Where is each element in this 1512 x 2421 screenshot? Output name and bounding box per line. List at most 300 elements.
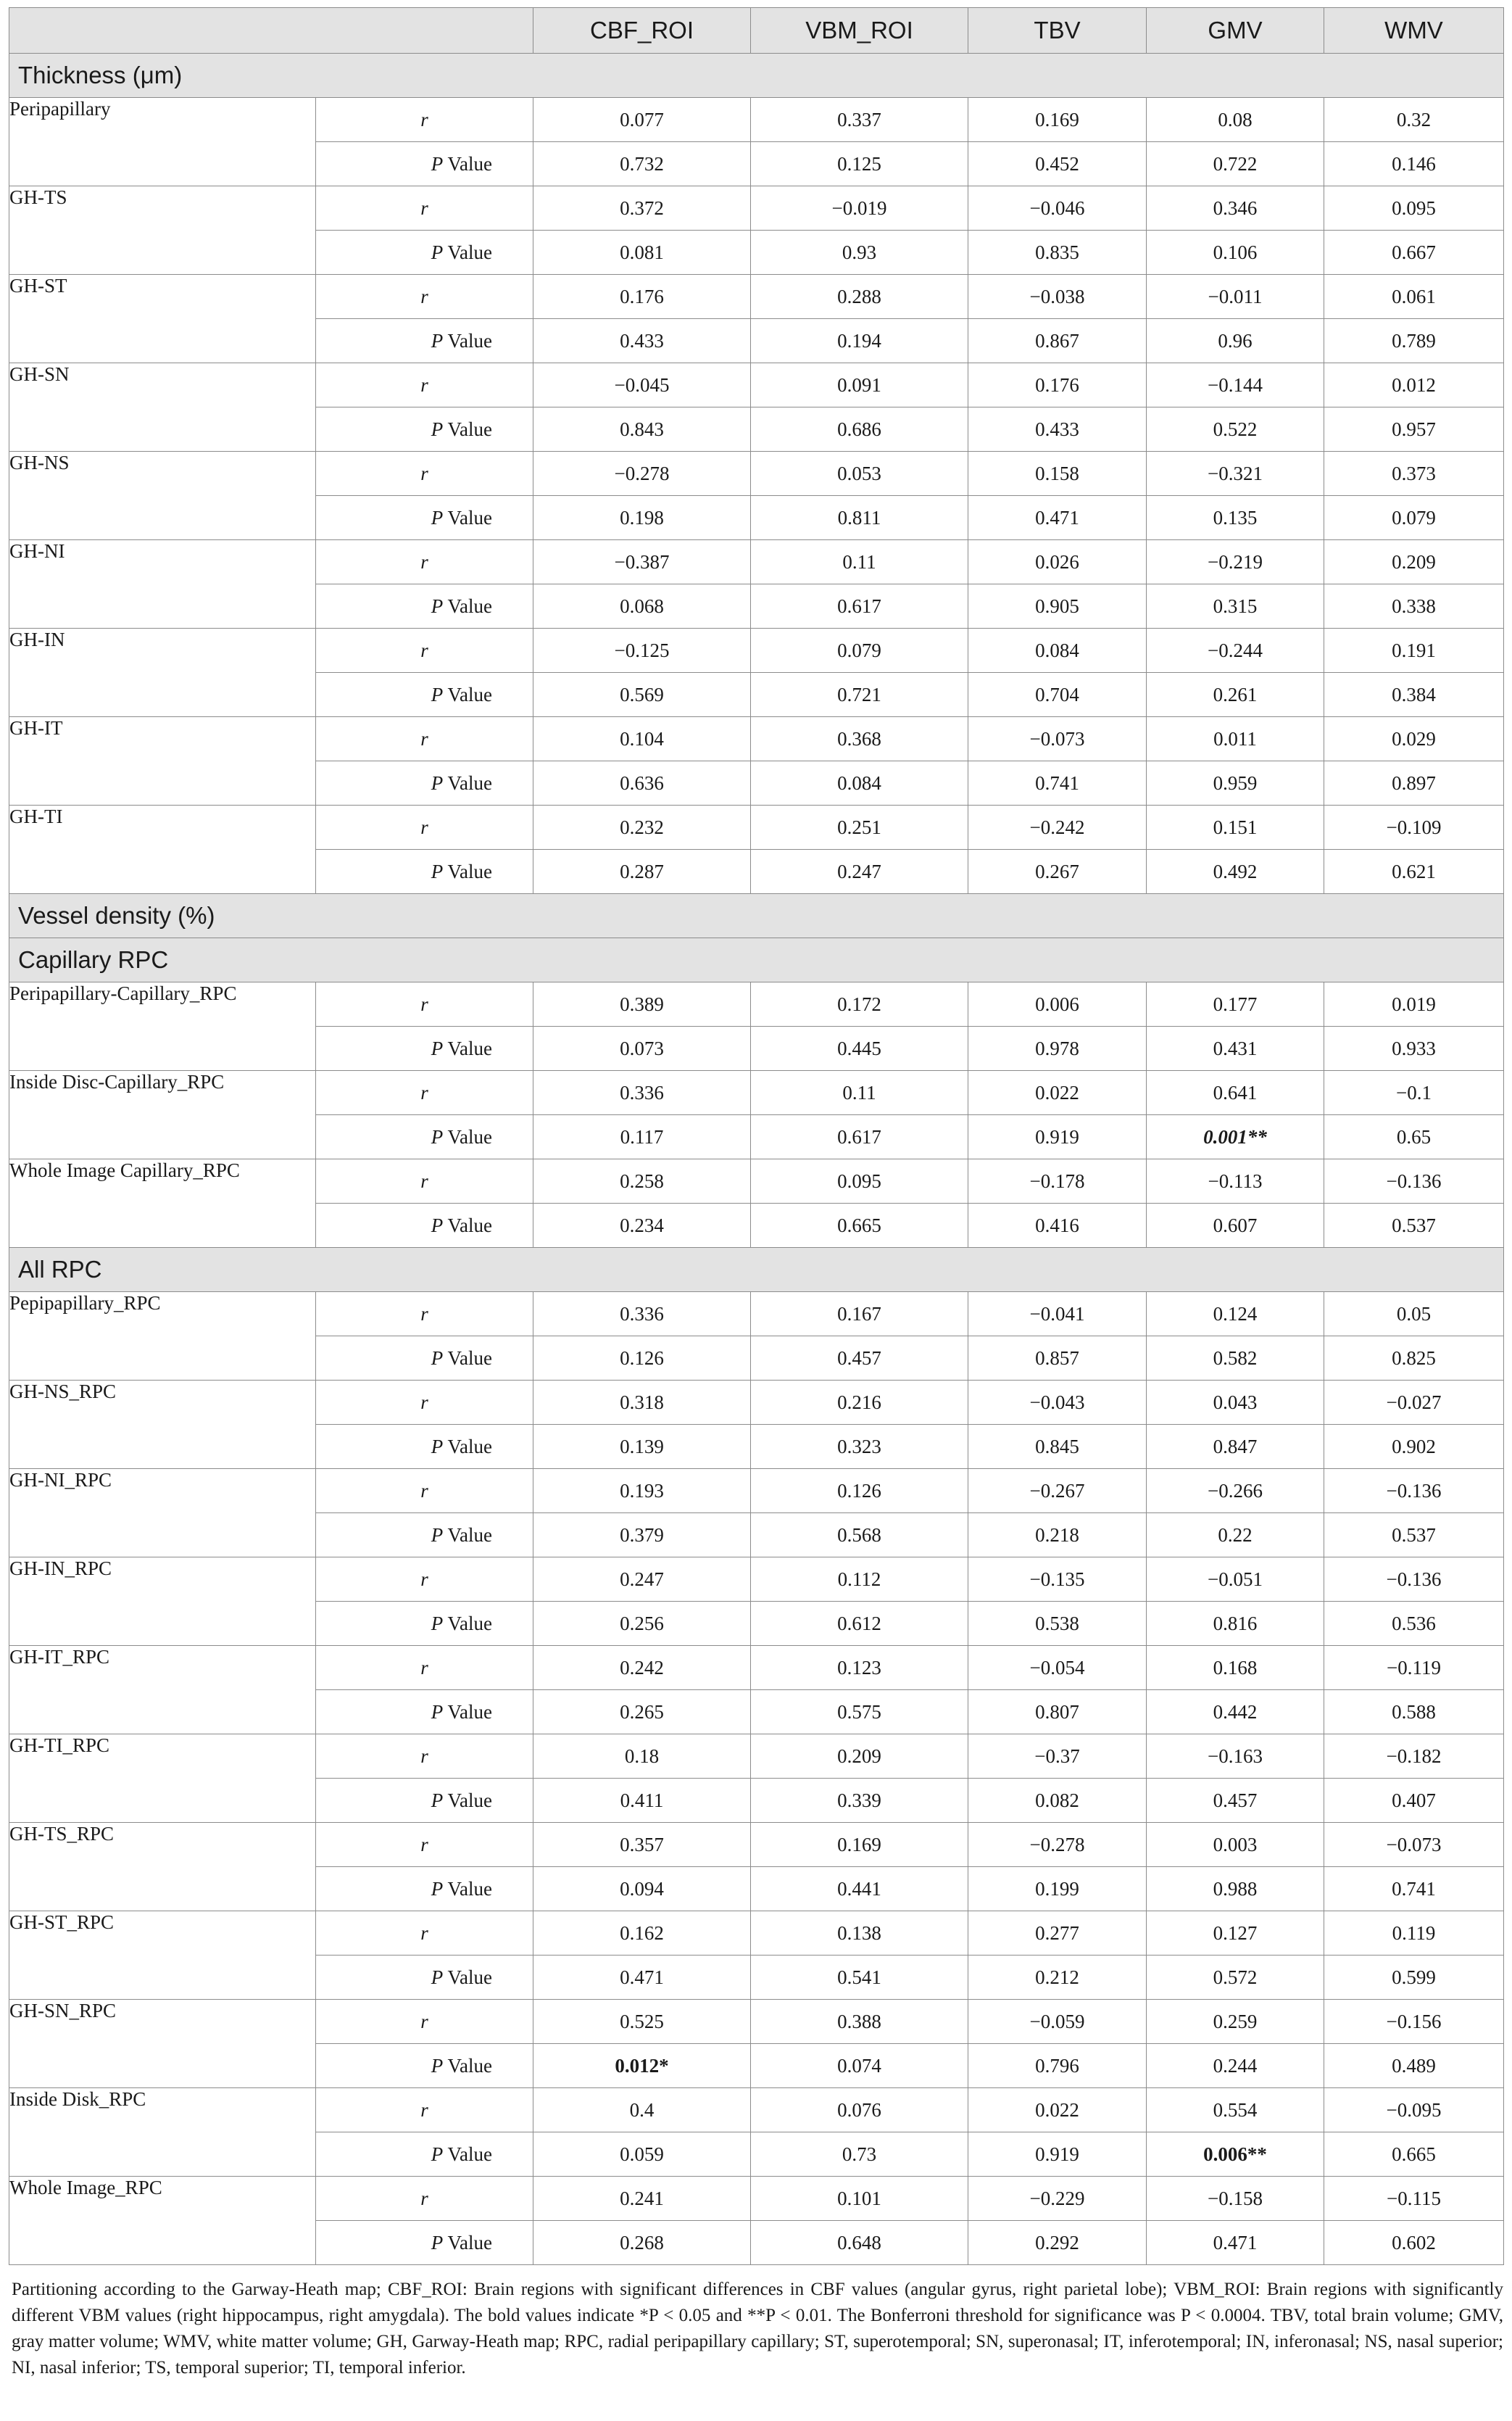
r-value-cell: 0.368 — [751, 717, 968, 761]
r-value-cell: −0.266 — [1147, 1469, 1324, 1513]
p-value-cell: 0.384 — [1324, 673, 1504, 717]
table-row — [9, 982, 1504, 1027]
row-label: GH-SN_RPC — [9, 2000, 316, 2088]
stat-p-label — [316, 584, 533, 629]
r-value-cell: 0.242 — [533, 1646, 751, 1690]
p-letter: P — [431, 595, 444, 617]
r-value-cell: 0.247 — [533, 1557, 751, 1602]
p-value-cell: 0.339 — [751, 1779, 968, 1823]
r-value-cell: 0.019 — [1324, 982, 1504, 1027]
p-value-word: Value — [443, 1037, 492, 1059]
stat-r-label: r — [316, 2000, 533, 2044]
r-value-cell: −0.125 — [533, 629, 751, 673]
p-letter: P — [431, 1612, 444, 1634]
r-value-cell: 0.259 — [1147, 2000, 1324, 2044]
p-value-cell: 0.471 — [533, 1956, 751, 2000]
r-value-cell: −0.178 — [968, 1159, 1147, 1204]
p-value-cell: 0.857 — [968, 1336, 1147, 1381]
stat-p-label — [316, 1956, 533, 2000]
p-value-cell: 0.602 — [1324, 2221, 1504, 2265]
table-footnote: Partitioning according to the Garway-Heath map; CBF_ROI: Brain regions with significant differences in CBF values (angular gyrus, right parietal lobe); VBM_ROI: Brain regions with significantly different VBM values (right hippocampus, right amygdala). The bold values indicate *P < 0.05 and **P < 0.01. The Bonferroni threshold for significance was P < 0.0004. TBV, total brain volume; GMV, gray matter volume; WMV, white matter volume; GH, Garway-Heath map; RPC, radial peripapillary capillary; ST, superotemporal; SN, superonasal; IT, inferotemporal; IN, inferonasal; NS, nasal superior; NI, nasal inferior; TS, temporal superior; TI, temporal inferior. — [12, 2280, 1503, 2377]
p-value-cell: 0.741 — [1324, 1867, 1504, 1911]
r-value-cell: 0.288 — [751, 275, 968, 319]
p-letter: P — [431, 152, 444, 175]
row-label: Whole Image Capillary_RPC — [9, 1159, 316, 1248]
r-value-cell: 0.167 — [751, 1292, 968, 1336]
table-container — [9, 7, 1503, 2381]
stat-p-label — [316, 2221, 533, 2265]
r-value-cell: −0.387 — [533, 540, 751, 584]
stat-p-label — [316, 673, 533, 717]
p-value-cell: 0.665 — [751, 1204, 968, 1248]
p-letter: P — [431, 1523, 444, 1546]
table-row — [9, 1823, 1504, 1867]
p-value-cell: 0.988 — [1147, 1867, 1324, 1911]
p-value-cell: 0.636 — [533, 761, 751, 806]
r-value-cell: 0.169 — [968, 98, 1147, 142]
p-value-cell: 0.471 — [968, 496, 1147, 540]
r-value-cell: −0.135 — [968, 1557, 1147, 1602]
r-value-cell: 0.251 — [751, 806, 968, 850]
p-value-cell: 0.492 — [1147, 850, 1324, 894]
p-value-cell: 0.588 — [1324, 1690, 1504, 1734]
p-value-cell: 0.082 — [968, 1779, 1147, 1823]
r-value-cell: 0.388 — [751, 2000, 968, 2044]
row-label: GH-NS — [9, 452, 316, 540]
r-value-cell: 0.258 — [533, 1159, 751, 1204]
p-value-word: Value — [443, 152, 492, 175]
r-value-cell: 0.176 — [968, 363, 1147, 407]
p-value-word: Value — [443, 1877, 492, 1900]
stat-r-label: r — [316, 98, 533, 142]
r-value-cell: 0.162 — [533, 1911, 751, 1956]
header-blank — [9, 8, 533, 54]
r-value-cell: 0.126 — [751, 1469, 968, 1513]
r-value-cell: 0.095 — [751, 1159, 968, 1204]
p-value-cell: 0.315 — [1147, 584, 1324, 629]
p-value-cell: 0.059 — [533, 2132, 751, 2177]
p-value-word: Value — [443, 329, 492, 352]
header-wmv: WMV — [1324, 8, 1504, 54]
stat-r-label: r — [316, 1381, 533, 1425]
p-value-cell: 0.135 — [1147, 496, 1324, 540]
r-value-cell: 0.176 — [533, 275, 751, 319]
p-letter: P — [431, 506, 444, 529]
r-value-cell: 0.076 — [751, 2088, 968, 2132]
table-row — [9, 540, 1504, 584]
r-value-cell: 0.124 — [1147, 1292, 1324, 1336]
p-value-cell: 0.094 — [533, 1867, 751, 1911]
p-value-cell: 0.617 — [751, 1115, 968, 1159]
r-value-cell: 0.169 — [751, 1823, 968, 1867]
p-value-cell: 0.079 — [1324, 496, 1504, 540]
p-value-cell: 0.247 — [751, 850, 968, 894]
r-value-cell: 0.043 — [1147, 1381, 1324, 1425]
p-value-word: Value — [443, 1612, 492, 1634]
stat-p-label — [316, 1425, 533, 1469]
row-label: GH-TI_RPC — [9, 1734, 316, 1823]
r-value-cell: 0.08 — [1147, 98, 1324, 142]
stat-r-label: r — [316, 2177, 533, 2221]
p-value-cell: 0.541 — [751, 1956, 968, 2000]
p-value-cell: 0.287 — [533, 850, 751, 894]
r-value-cell: −0.1 — [1324, 1071, 1504, 1115]
r-value-cell: −0.073 — [1324, 1823, 1504, 1867]
r-value-cell: 0.11 — [751, 540, 968, 584]
r-value-cell: −0.059 — [968, 2000, 1147, 2044]
r-value-cell: 0.151 — [1147, 806, 1324, 850]
stat-r-label: r — [316, 186, 533, 231]
row-label: Whole Image_RPC — [9, 2177, 316, 2265]
p-value-cell: 0.978 — [968, 1027, 1147, 1071]
r-value-cell: 0.022 — [968, 2088, 1147, 2132]
p-value-cell: 0.648 — [751, 2221, 968, 2265]
stat-p-label — [316, 2044, 533, 2088]
table-row — [9, 186, 1504, 231]
header-row — [9, 8, 1504, 54]
p-letter: P — [431, 771, 444, 794]
p-value-cell: 0.617 — [751, 584, 968, 629]
r-value-cell: −0.278 — [968, 1823, 1147, 1867]
stat-p-label — [316, 2132, 533, 2177]
r-value-cell: 0.337 — [751, 98, 968, 142]
p-value-cell: 0.442 — [1147, 1690, 1324, 1734]
r-value-cell: −0.244 — [1147, 629, 1324, 673]
p-letter: P — [431, 1789, 444, 1811]
header-tbv: TBV — [968, 8, 1147, 54]
row-label: GH-ST — [9, 275, 316, 363]
r-value-cell: 0.18 — [533, 1734, 751, 1779]
p-value-word: Value — [443, 595, 492, 617]
r-value-cell: 0.091 — [751, 363, 968, 407]
stat-r-label: r — [316, 275, 533, 319]
p-letter: P — [431, 683, 444, 705]
p-value-cell: 0.218 — [968, 1513, 1147, 1557]
p-value-cell: 0.919 — [968, 2132, 1147, 2177]
p-value-cell: 0.212 — [968, 1956, 1147, 2000]
p-letter: P — [431, 1037, 444, 1059]
r-value-cell: 0.232 — [533, 806, 751, 850]
row-label: GH-NI — [9, 540, 316, 629]
p-value-word: Value — [443, 506, 492, 529]
table-row — [9, 1469, 1504, 1513]
stat-p-label — [316, 407, 533, 452]
p-value-word: Value — [443, 1966, 492, 1988]
table-row — [9, 1159, 1504, 1204]
table-row — [9, 1911, 1504, 1956]
p-value-cell: 0.431 — [1147, 1027, 1324, 1071]
p-value-cell: 0.612 — [751, 1602, 968, 1646]
stat-r-label: r — [316, 1071, 533, 1115]
table-row — [9, 1071, 1504, 1115]
r-value-cell: 0.373 — [1324, 452, 1504, 496]
p-value-cell: 0.081 — [533, 231, 751, 275]
p-letter: P — [431, 2143, 444, 2165]
p-value-cell: 0.721 — [751, 673, 968, 717]
row-label: Inside Disc-Capillary_RPC — [9, 1071, 316, 1159]
p-value-cell: 0.93 — [751, 231, 968, 275]
r-value-cell: −0.043 — [968, 1381, 1147, 1425]
p-value-cell: 0.471 — [1147, 2221, 1324, 2265]
stat-r-label: r — [316, 1557, 533, 1602]
row-label: GH-TS — [9, 186, 316, 275]
p-letter: P — [431, 1214, 444, 1236]
row-label: Inside Disk_RPC — [9, 2088, 316, 2177]
p-value-cell: 0.441 — [751, 1867, 968, 1911]
r-value-cell: 0.123 — [751, 1646, 968, 1690]
r-value-cell: −0.051 — [1147, 1557, 1324, 1602]
p-value-cell: 0.323 — [751, 1425, 968, 1469]
section-row — [9, 54, 1504, 98]
p-value-cell: 0.244 — [1147, 2044, 1324, 2088]
table-row — [9, 2177, 1504, 2221]
r-value-cell: −0.144 — [1147, 363, 1324, 407]
r-value-cell: −0.045 — [533, 363, 751, 407]
p-value-cell: 0.536 — [1324, 1602, 1504, 1646]
stat-p-label — [316, 1867, 533, 1911]
table-row — [9, 452, 1504, 496]
r-value-cell: 0.079 — [751, 629, 968, 673]
p-value-cell: 0.835 — [968, 231, 1147, 275]
p-value-cell: 0.957 — [1324, 407, 1504, 452]
row-label: GH-TI — [9, 806, 316, 894]
stat-p-label — [316, 1690, 533, 1734]
r-value-cell: −0.054 — [968, 1646, 1147, 1690]
p-value-word: Value — [443, 771, 492, 794]
r-value-cell: −0.321 — [1147, 452, 1324, 496]
p-letter: P — [431, 2054, 444, 2077]
r-value-cell: 0.022 — [968, 1071, 1147, 1115]
stat-r-label: r — [316, 717, 533, 761]
stat-r-label: r — [316, 1911, 533, 1956]
r-value-cell: 0.277 — [968, 1911, 1147, 1956]
stat-r-label: r — [316, 1646, 533, 1690]
p-value-word: Value — [443, 1435, 492, 1457]
r-value-cell: −0.019 — [751, 186, 968, 231]
r-value-cell: 0.168 — [1147, 1646, 1324, 1690]
section-row — [9, 1248, 1504, 1292]
p-value-cell: 0.073 — [533, 1027, 751, 1071]
table-row — [9, 1381, 1504, 1425]
p-value-cell: 0.569 — [533, 673, 751, 717]
stat-p-label — [316, 1779, 533, 1823]
p-value-word: Value — [443, 860, 492, 882]
r-value-cell: 0.158 — [968, 452, 1147, 496]
row-label: GH-SN — [9, 363, 316, 452]
p-value-cell: 0.807 — [968, 1690, 1147, 1734]
r-value-cell: 0.4 — [533, 2088, 751, 2132]
stat-p-label — [316, 319, 533, 363]
table-row — [9, 2000, 1504, 2044]
table-row — [9, 2088, 1504, 2132]
p-value-word: Value — [443, 683, 492, 705]
header-cbf-roi: CBF_ROI — [533, 8, 751, 54]
p-value-word: Value — [443, 241, 492, 263]
r-value-cell: −0.119 — [1324, 1646, 1504, 1690]
p-value-cell: 0.146 — [1324, 142, 1504, 186]
p-value-cell: 0.572 — [1147, 1956, 1324, 2000]
p-value-cell: 0.905 — [968, 584, 1147, 629]
r-value-cell: −0.229 — [968, 2177, 1147, 2221]
p-value-cell: 0.433 — [968, 407, 1147, 452]
table-row — [9, 363, 1504, 407]
r-value-cell: 0.127 — [1147, 1911, 1324, 1956]
stat-p-label — [316, 1336, 533, 1381]
r-value-cell: −0.267 — [968, 1469, 1147, 1513]
r-value-cell: 0.525 — [533, 2000, 751, 2044]
stat-r-label: r — [316, 1292, 533, 1336]
p-value-cell: 0.897 — [1324, 761, 1504, 806]
r-value-cell: −0.136 — [1324, 1557, 1504, 1602]
r-value-cell: 0.241 — [533, 2177, 751, 2221]
p-value-cell: 0.811 — [751, 496, 968, 540]
r-value-cell: 0.011 — [1147, 717, 1324, 761]
r-value-cell: −0.073 — [968, 717, 1147, 761]
p-value-cell: 0.338 — [1324, 584, 1504, 629]
p-value-cell: 0.22 — [1147, 1513, 1324, 1557]
r-value-cell: −0.163 — [1147, 1734, 1324, 1779]
r-value-cell: −0.046 — [968, 186, 1147, 231]
p-value-cell: 0.845 — [968, 1425, 1147, 1469]
stat-p-label — [316, 142, 533, 186]
stat-p-label — [316, 761, 533, 806]
r-value-cell: 0.084 — [968, 629, 1147, 673]
p-value-cell: 0.704 — [968, 673, 1147, 717]
p-value-cell: 0.568 — [751, 1513, 968, 1557]
r-value-cell: 0.026 — [968, 540, 1147, 584]
r-value-cell: 0.029 — [1324, 717, 1504, 761]
p-value-cell: 0.106 — [1147, 231, 1324, 275]
p-value-cell: 0.73 — [751, 2132, 968, 2177]
stat-r-label: r — [316, 1159, 533, 1204]
header-gmv: GMV — [1147, 8, 1324, 54]
stat-p-label — [316, 231, 533, 275]
section-row — [9, 938, 1504, 982]
p-letter: P — [431, 1435, 444, 1457]
r-value-cell: −0.041 — [968, 1292, 1147, 1336]
row-label: GH-IN_RPC — [9, 1557, 316, 1646]
p-letter: P — [431, 241, 444, 263]
p-value-cell: 0.537 — [1324, 1204, 1504, 1248]
r-value-cell: 0.172 — [751, 982, 968, 1027]
p-value-cell: 0.117 — [533, 1115, 751, 1159]
p-value-cell: 0.267 — [968, 850, 1147, 894]
p-value-cell: 0.457 — [751, 1336, 968, 1381]
r-value-cell: 0.012 — [1324, 363, 1504, 407]
p-value-cell: 0.843 — [533, 407, 751, 452]
p-value-cell: 0.96 — [1147, 319, 1324, 363]
p-value-cell: 0.847 — [1147, 1425, 1324, 1469]
p-value-cell: 0.256 — [533, 1602, 751, 1646]
r-value-cell: 0.112 — [751, 1557, 968, 1602]
r-value-cell: −0.242 — [968, 806, 1147, 850]
p-letter: P — [431, 2231, 444, 2254]
p-value-cell: 0.292 — [968, 2221, 1147, 2265]
p-value-word: Value — [443, 418, 492, 440]
r-value-cell: −0.027 — [1324, 1381, 1504, 1425]
p-letter: P — [431, 329, 444, 352]
p-value-word: Value — [443, 2231, 492, 2254]
stat-p-label — [316, 1602, 533, 1646]
p-value-word: Value — [443, 2143, 492, 2165]
header-vbm-roi: VBM_ROI — [751, 8, 968, 54]
p-value-cell-significant: 0.001** — [1147, 1115, 1324, 1159]
r-value-cell: −0.109 — [1324, 806, 1504, 850]
p-value-cell: 0.416 — [968, 1204, 1147, 1248]
p-value-cell: 0.379 — [533, 1513, 751, 1557]
table-row — [9, 806, 1504, 850]
stat-p-label — [316, 1204, 533, 1248]
p-value-cell: 0.919 — [968, 1115, 1147, 1159]
row-label: GH-TS_RPC — [9, 1823, 316, 1911]
r-value-cell: −0.219 — [1147, 540, 1324, 584]
r-value-cell: −0.011 — [1147, 275, 1324, 319]
r-value-cell: 0.077 — [533, 98, 751, 142]
p-value-cell: 0.407 — [1324, 1779, 1504, 1823]
table-row — [9, 275, 1504, 319]
r-value-cell: 0.119 — [1324, 1911, 1504, 1956]
r-value-cell: 0.554 — [1147, 2088, 1324, 2132]
p-letter: P — [431, 1346, 444, 1369]
r-value-cell: 0.053 — [751, 452, 968, 496]
r-value-cell: −0.095 — [1324, 2088, 1504, 2132]
row-label: GH-IT — [9, 717, 316, 806]
p-value-cell: 0.074 — [751, 2044, 968, 2088]
p-value-cell: 0.65 — [1324, 1115, 1504, 1159]
r-value-cell: 0.11 — [751, 1071, 968, 1115]
p-value-word: Value — [443, 2054, 492, 2077]
p-value-cell: 0.265 — [533, 1690, 751, 1734]
correlation-table — [9, 7, 1504, 2265]
r-value-cell: 0.061 — [1324, 275, 1504, 319]
r-value-cell: 0.177 — [1147, 982, 1324, 1027]
row-label: GH-NI_RPC — [9, 1469, 316, 1557]
p-value-word: Value — [443, 1700, 492, 1723]
r-value-cell: 0.006 — [968, 982, 1147, 1027]
p-value-cell: 0.686 — [751, 407, 968, 452]
p-value-word: Value — [443, 1346, 492, 1369]
row-label: Peripapillary-Capillary_RPC — [9, 982, 316, 1071]
p-value-cell: 0.126 — [533, 1336, 751, 1381]
r-value-cell: 0.389 — [533, 982, 751, 1027]
r-value-cell: 0.191 — [1324, 629, 1504, 673]
r-value-cell: −0.113 — [1147, 1159, 1324, 1204]
p-letter: P — [431, 860, 444, 882]
r-value-cell: 0.336 — [533, 1292, 751, 1336]
r-value-cell: 0.336 — [533, 1071, 751, 1115]
p-value-cell: 0.667 — [1324, 231, 1504, 275]
p-value-cell: 0.489 — [1324, 2044, 1504, 2088]
r-value-cell: −0.37 — [968, 1734, 1147, 1779]
p-value-cell: 0.445 — [751, 1027, 968, 1071]
r-value-cell: −0.182 — [1324, 1734, 1504, 1779]
p-value-cell: 0.825 — [1324, 1336, 1504, 1381]
r-value-cell: 0.346 — [1147, 186, 1324, 231]
r-value-cell: 0.104 — [533, 717, 751, 761]
p-value-cell: 0.084 — [751, 761, 968, 806]
stat-r-label: r — [316, 629, 533, 673]
r-value-cell: 0.138 — [751, 1911, 968, 1956]
p-value-cell: 0.741 — [968, 761, 1147, 806]
table-row — [9, 629, 1504, 673]
p-value-cell: 0.452 — [968, 142, 1147, 186]
p-value-word: Value — [443, 1523, 492, 1546]
p-letter: P — [431, 1877, 444, 1900]
stat-r-label: r — [316, 806, 533, 850]
table-row — [9, 98, 1504, 142]
p-value-cell: 0.599 — [1324, 1956, 1504, 2000]
table-row — [9, 717, 1504, 761]
